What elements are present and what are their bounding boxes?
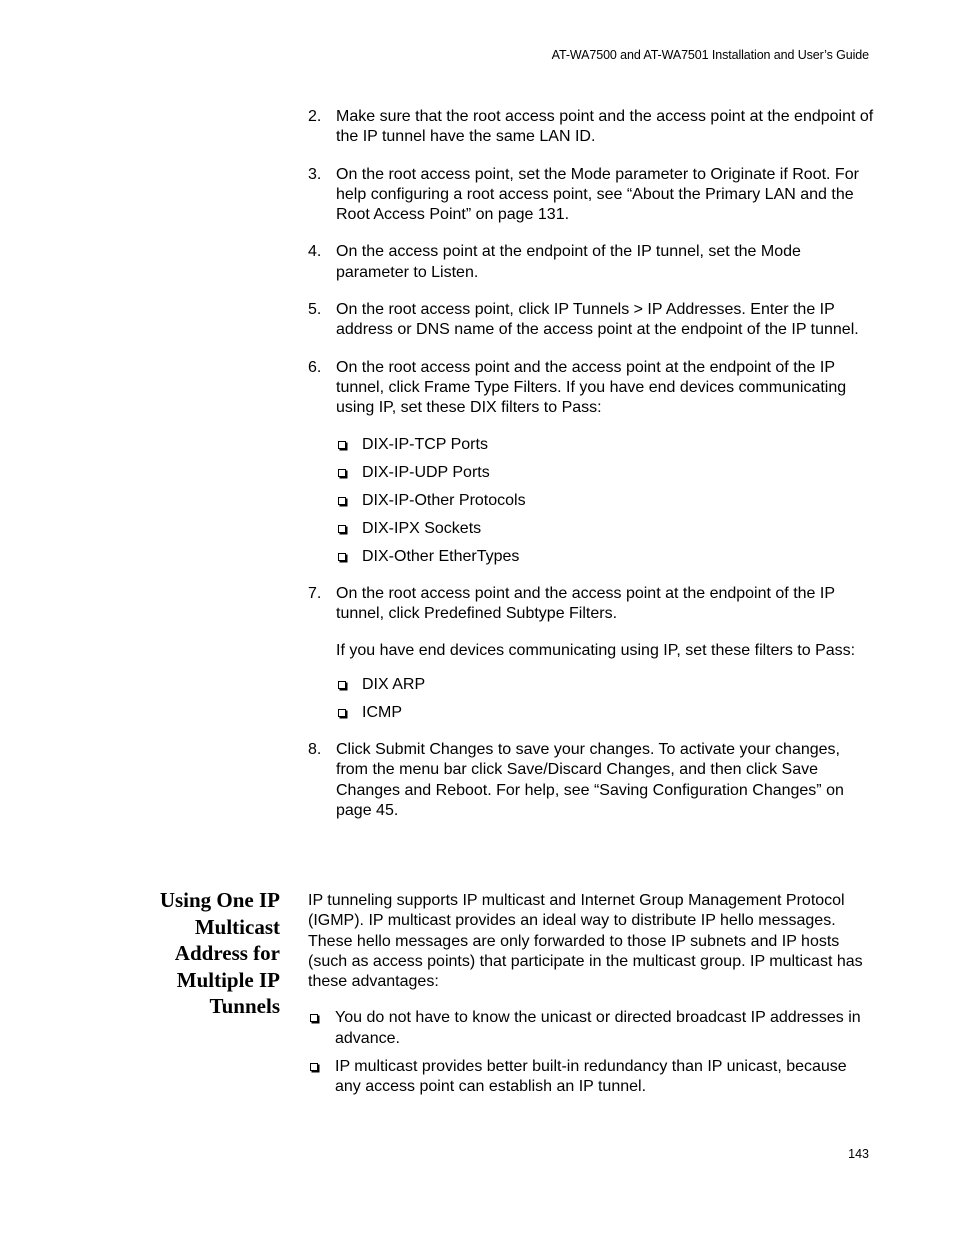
list-item-text: You do not have to know the unicast or directed broadcast IP addresses in advance. — [335, 1009, 861, 1047]
step-text: On the root access point and the access point at the endpoint of the IP tunnel, click Predefined Subtype Filters. — [336, 584, 835, 623]
step-text: On the root access point, click IP Tunnels > IP Addresses. Enter the IP address or DNS name of the access point at the endpoint of the IP tunnel. — [336, 301, 859, 339]
list-item — [336, 463, 874, 483]
running-header: AT-WA7500 and AT-WA7501 Installation and User’s Guide — [551, 48, 869, 62]
step-7-paragraph: If you have end devices communicating using IP, set these filters to Pass: — [336, 642, 856, 660]
step-2 — [308, 107, 874, 148]
list-item — [336, 547, 874, 567]
section-heading — [120, 887, 280, 1020]
step-number: 6. — [308, 358, 322, 376]
step-number: 7. — [308, 584, 322, 602]
heading-line: Address for — [174, 941, 280, 965]
checkbox-bullet-icon — [338, 709, 346, 717]
step-7 — [308, 584, 874, 625]
checkbox-bullet-icon — [338, 553, 346, 561]
section-body — [308, 891, 874, 1106]
step-text: Click Submit Changes to save your changes. To activate your changes, from the menu bar click Save/Discard Changes, and then click Save Changes and Reboot. For help, see “Saving Configuration Changes” on page 45. — [336, 740, 844, 819]
list-item — [336, 491, 874, 511]
list-item-text: DIX ARP — [362, 675, 426, 693]
list-item — [308, 1057, 874, 1098]
heading-line: Multiple IP — [176, 967, 280, 992]
checkbox-bullet-icon — [338, 497, 346, 505]
checkbox-bullet-icon — [338, 681, 346, 689]
list-item — [336, 703, 874, 723]
heading-line: Tunnels — [209, 994, 280, 1018]
list-item — [308, 1008, 874, 1049]
list-item-text: DIX-IPX Sockets — [362, 519, 482, 537]
step-8 — [308, 740, 874, 821]
heading-line: Multicast — [194, 914, 280, 939]
step-text: On the root access point, set the Mode parameter to Originate if Root. For help configuring a root access point, see “About the Primary LAN and the Root Access Point” on page 131. — [336, 165, 859, 224]
step-text: On the root access point and the access point at the endpoint of the IP tunnel, click Frame Type Filters. If you have end devices communicating using IP, set these DIX filters to Pass: — [336, 358, 847, 417]
step-number: 5. — [308, 301, 322, 319]
list-item-text: DIX-IP-UDP Ports — [362, 463, 490, 481]
procedure-steps — [308, 107, 874, 838]
step-5 — [308, 300, 874, 341]
checkbox-bullet-icon — [338, 469, 346, 477]
section-intro: IP tunneling supports IP multicast and Internet Group Management Protocol (IGMP). IP multicast provides an ideal way to distribute IP hello messages. These hello messages are only forwarded to those IP subnets and IP hosts (such as access points) that participate in the multicast group. IP multicast has these advantages: — [308, 892, 863, 991]
step-number: 4. — [308, 243, 322, 261]
step-3 — [308, 165, 874, 226]
step-6 — [308, 358, 874, 419]
list-item-text: ICMP — [362, 703, 402, 721]
list-item — [336, 435, 874, 455]
checkbox-bullet-icon — [310, 1014, 318, 1022]
page-number: 143 — [848, 1147, 869, 1161]
list-item — [336, 675, 874, 695]
checkbox-bullet-icon — [310, 1063, 318, 1071]
list-item-text: DIX-IP-Other Protocols — [362, 491, 526, 509]
step-text: Make sure that the root access point and the access point at the endpoint of the IP tunnel have the same LAN ID. — [336, 108, 874, 146]
step-7-details — [336, 641, 874, 723]
step-number: 2. — [308, 108, 322, 125]
checkbox-bullet-icon — [338, 525, 346, 533]
checkbox-bullet-icon — [338, 441, 346, 449]
step-6-filter-list — [336, 435, 874, 567]
step-number: 3. — [308, 165, 322, 183]
step-text: On the access point at the endpoint of the IP tunnel, set the Mode parameter to Listen. — [336, 243, 801, 281]
list-item-text: IP multicast provides better built-in redundancy than IP unicast, because any access point can establish an IP tunnel. — [335, 1058, 847, 1096]
list-item-text: DIX-Other EtherTypes — [362, 547, 520, 565]
list-item — [336, 519, 874, 539]
step-4 — [308, 242, 874, 283]
heading-line: Using One IP — [159, 888, 280, 912]
step-number: 8. — [308, 740, 322, 758]
list-item-text: DIX-IP-TCP Ports — [362, 435, 488, 453]
